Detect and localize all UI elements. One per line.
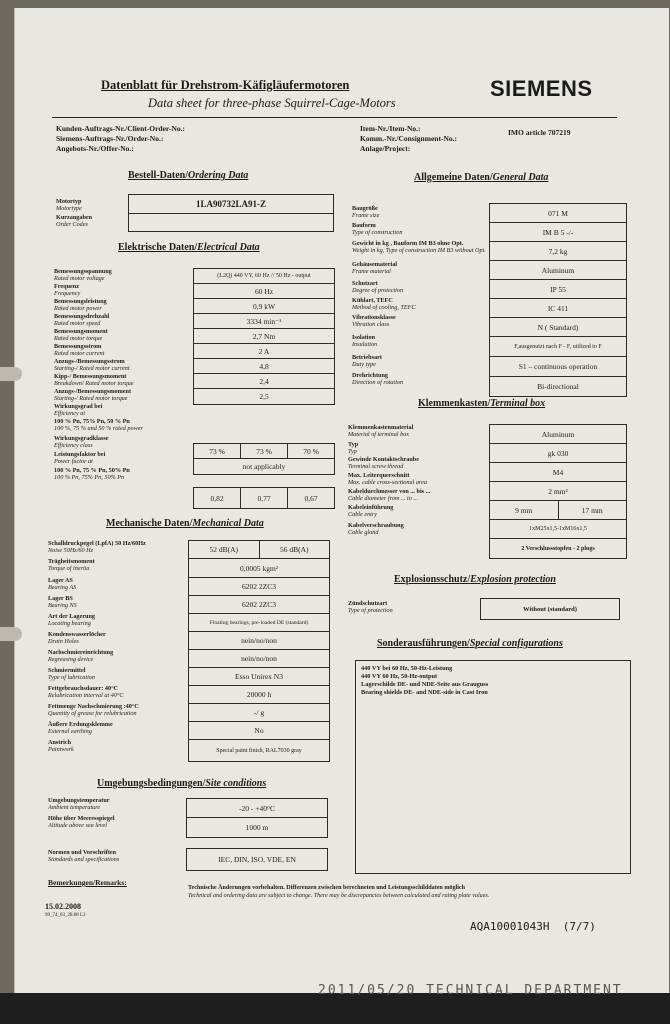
rotation-value: Bi-directional [537,382,579,391]
power-factor-box [193,487,335,509]
general-data-heading: Allgemeine Daten/General Data [414,172,549,183]
imo-article: IMO article 707219 [508,128,571,137]
mechanical-label: Fettmenge Nachschmierung :40°C Quantity of grease for relubrication [48,703,139,717]
efficiency-row [194,444,334,459]
mechanical-data-heading: Mechanische Daten/Mechanical Data [106,518,264,529]
interval-value: 20000 h [189,686,329,704]
general-label: Baugröße Frame size [352,205,380,219]
label-protection-type: Zündschutzart Type of protection [348,600,393,614]
special-line: 440 VY 60 Hz, 50-Hz-output [361,673,438,680]
site-conditions-heading: Umgebungsbedingungen/Site conditions [97,778,267,789]
label-ambient-temperature: Umgebungstemperatur Ambient temperature [48,797,110,811]
issue-date: 15.02.2008 [45,902,81,911]
general-label: Vibrationsklasse Vibration class [352,314,396,328]
regreasing-value: nein/no/non [189,650,329,668]
insulation-value: F,ausgenutzt nach F - F, utilized to F [490,337,626,357]
efficiency-75: 73 % [241,444,288,458]
electrical-label: Bemessungsleistung Rated motor power [54,298,107,312]
motortype-value: 1LA90732LA91-Z [129,195,333,214]
page-number: (7/7) [562,920,596,933]
electrical-label: Kipp-/ Bemessungsmoment Breakdown/ Rated motor torque [54,373,134,387]
vibration-value: N ( Standard) [490,318,626,337]
power-factor-75: 0,77 [241,488,288,508]
mechanical-label: Kondenswasserlöcher Drain Holes [48,631,106,645]
remarks-label: Bemerkungen/Remarks: [48,878,127,887]
offer-no-label: Angebots-Nr./Offer-No.: [56,144,134,153]
power-factor-50: 0,67 [304,493,318,503]
weight-value: 7,2 kg [490,242,626,261]
remarks-english: Technical and ordering data are subject to change. There may be discrepancies between calculated and rating plate values. [188,893,490,899]
general-label: Bauform Type of construction [352,222,403,236]
cross-section-value: 2 mm² [490,482,626,501]
locating-value: Floating bearings, pre-loaded DE (standard) [189,614,329,632]
special-config-heading: Sonderausführungen/Special configurations [377,638,563,649]
grease-qty-value: -/ g [189,704,329,722]
bearing-bs-value: 6202 2ZC3 [189,596,329,614]
electrical-label: Bemessungsdrehzahl Rated motor speed [54,313,110,327]
noise-60hz: 56 dB(A) [279,545,309,554]
general-label: Kühlart, TEFC Method of cooling, TEFC [352,297,416,311]
label-motortype: Motortyp Motortype [56,198,82,212]
altitude-value: 1000 m [245,823,269,832]
efficiency-50: 70 % [303,446,319,456]
power-factor-row [194,488,334,508]
frequency-value: 60 Hz [194,284,334,299]
standards-value: IEC, DIN, ISO, VDE, EN [218,855,296,864]
electrical-label: Wirkungsgradklasse Efficiency class [54,435,109,449]
terminal-label: Klemmenkastenmaterial Material of terminal box [348,424,414,438]
cable-diameter-row [490,501,626,520]
special-line: Bearing shields DE- and NDE-side in Cast Iron [361,689,488,696]
protection-value: IP 55 [490,280,626,299]
siemens-logo: SIEMENS [490,76,593,101]
general-label: Drehrichtung Direction of rotation [352,372,404,386]
special-config-box [355,660,631,874]
electrical-label: Anzugs-/Bemessungsmoment Starting-/ Rated motor torque [54,388,132,402]
site-values-box [186,798,328,838]
template-code: 99_74_03_28.08 L3 [45,913,86,918]
mechanical-label: Art der Lagerung Locating bearing [48,613,95,627]
breakdown-torque-value: 2,4 [194,374,334,389]
noise-50hz: 52 dB(A) [189,541,260,558]
duty-value: S1 – continuous operation [490,357,626,377]
starting-torque-value: 2,5 [259,392,269,401]
electrical-label: Bemessungsspannung Rated motor voltage [54,268,112,282]
electrical-label: Leistungsfaktor bei Power factor at [54,451,106,465]
label-order-codes: Kurzangaben Order Codes [56,214,93,228]
cable-diameter-to: 17 mm [581,505,603,515]
terminal-label: Max. Leiterquerschnitt Max. cable cross-sectional area [348,472,427,486]
electrical-label: 100 % Pn, 75% Pn, 50 % Pn 100 %, 75 % and 50 % rated power [54,418,143,432]
project-label: Anlage/Project: [360,144,411,153]
mechanical-label: Schmiermittel Type of lubrication [48,667,95,681]
item-no-label: Item-Nr./Item-No.: [360,124,421,133]
frame-size-value: 071 M [490,204,626,223]
temperature-value: -20 - +40°C [187,799,327,818]
explosion-protection-heading: Explosionsschutz/Explosion protection [394,574,556,585]
power-factor-100: 0,82 [194,488,241,508]
terminal-material-value: Aluminum [490,425,626,444]
remarks-text [188,884,618,900]
ordering-box [128,194,334,232]
electrical-label: Wirkungsgrad bei Efficiency at [54,403,103,417]
label-standards: Normen und Vorschriften Standards and specifications [48,849,120,863]
terminal-label: Typ Typ [348,441,359,455]
terminal-type-value: gk 030 [490,444,626,463]
general-label: Gehäusematerial Frame material [352,261,398,275]
label-altitude: Höhe über Meeresspiegel Altitude above sea level [48,815,115,829]
terminal-label: Gewinde Kontaktschraube Terminal screw thread [348,456,419,470]
inertia-value: 0,0005 kgm² [189,559,329,578]
power-value: 0,9 kW [194,299,334,314]
terminal-label: Kabeleinführung Cable entry [348,504,394,518]
special-line: Lagerschilde DE- und NDE-Seite aus Grauguss [361,681,489,688]
mechanical-label: Nachschmiereinrichtung Regreasing device [48,649,114,663]
mechanical-label: Lager BS Bearing NS [48,595,77,609]
mechanical-values-box [188,540,330,762]
general-label: Schutzart Degree of protection [352,280,404,294]
current-value: 2 A [194,344,334,359]
efficiency-box [193,443,335,475]
electrical-values-box [193,268,335,405]
standards-box [186,848,328,871]
terminal-values-box [489,424,627,559]
mechanical-label: Schalldruckpegel (LpfA) 50 Hz/60Hz Noise 50Hz/60 Hz [48,540,146,554]
special-line: 440 VY bei 60 Hz, 50-Hz-Leistung [361,665,453,672]
terminal-thread-value: M4 [490,463,626,482]
electrical-label: Bemessungsmoment Rated motor torque [54,328,108,342]
terminal-label: Kabelverschraubung Cable gland [348,522,404,536]
mechanical-label: Fettgebrauchsdauer: 40°C Relubrication interval at 40°C [48,685,124,699]
efficiency-class-value: not applicably [242,462,286,471]
voltage-value: (L2Q) 440 VY, 60 Hz // 50 Hz - output [194,269,334,284]
ordering-data-heading: Bestell-Daten/Ordering Data [128,170,249,181]
mechanical-label: Trägheitsmoment Torque of inertia [48,558,95,572]
terminal-box-heading: Klemmenkasten/Terminal box [418,398,546,409]
electrical-label: 100 % Pn, 75 % Pn, 50% Pn 100 % Pn, 75% Pn, 50% Pn [54,467,130,481]
drain-value: nein/no/non [189,632,329,650]
department-stamp: 2011/05/20 TECHNICAL DEPARTMENT [318,983,623,998]
lubrication-value: Esso Unirex N3 [189,668,329,686]
general-label: Isolation Insulation [352,334,378,348]
noise-row [189,541,329,559]
cable-diameter-from: 9 mm [490,501,559,519]
general-label: Betriebsart Duty type [352,354,382,368]
consignment-no-label: Komm.-Nr./Consignment-No.: [360,134,458,143]
order-codes-value [129,214,333,231]
general-values-box [489,203,627,397]
binder-hole-top [0,367,22,381]
torque-value: 2,7 Nm [194,329,334,344]
document-id: AQA10001043H (7/7) [470,920,596,933]
remarks-german: Technische Änderungen vorbehalten. Differenzen zwischen berechneten und Leistungsschilddaten möglich [188,885,465,891]
mechanical-label: Anstrich Paintwork [48,739,74,753]
electrical-label: Frequenz Frequency [54,283,81,297]
terminal-label: Kabeldurchmesser von ... bis ... Cable diameter from ... to ... [348,488,431,502]
cable-entry-value: 1xM25x1,5-1xM16x1,5 [490,520,626,539]
earthing-value: No [189,722,329,740]
electrical-label: Anzugs-/Bemessungsstrom Starting-/ Rated motor current [54,358,130,372]
starting-current-value: 4,8 [194,359,334,374]
construction-value: IM B 5 -/- [490,223,626,242]
electrical-data-heading: Elektrische Daten/Electrical Data [118,242,260,253]
explosion-value: Without (standard) [523,605,577,613]
paint-value: Special paint finish, RAL7030 gray [216,747,302,754]
header-divider [52,117,617,118]
cable-gland-value: 2 Verschlussstopfen - 2 plugs [521,545,595,552]
electrical-label: Bemessungsstrom Rated motor current [54,343,105,357]
binder-hole-bottom [0,627,22,641]
speed-value: 3334 min⁻¹ [194,314,334,329]
client-order-label: Kunden-Auftrags-Nr./Client-Order-No.: [56,124,186,133]
title-german: Datenblatt für Drehstrom-Käfigläufermotoren [101,78,350,92]
siemens-order-label: Siemens-Auftrags-Nr./Order-No.: [56,134,164,143]
explosion-box [480,598,620,620]
efficiency-100: 73 % [194,444,241,458]
cooling-value: IC 411 [490,299,626,318]
mechanical-label: Lager AS Bearing AS [48,577,77,591]
material-value: Aluminum [490,261,626,280]
bearing-as-value: 6202 2ZC3 [189,578,329,596]
general-label: Gewicht in kg , Bauform IM B3 ohne Opt. Weight in kg, Type of construction IM B3 without Opt. [352,240,486,254]
title-english: Data sheet for three-phase Squirrel-Cage-Motors [148,96,396,110]
mechanical-label: Äußere Erdungsklemme External earthing [48,721,113,735]
